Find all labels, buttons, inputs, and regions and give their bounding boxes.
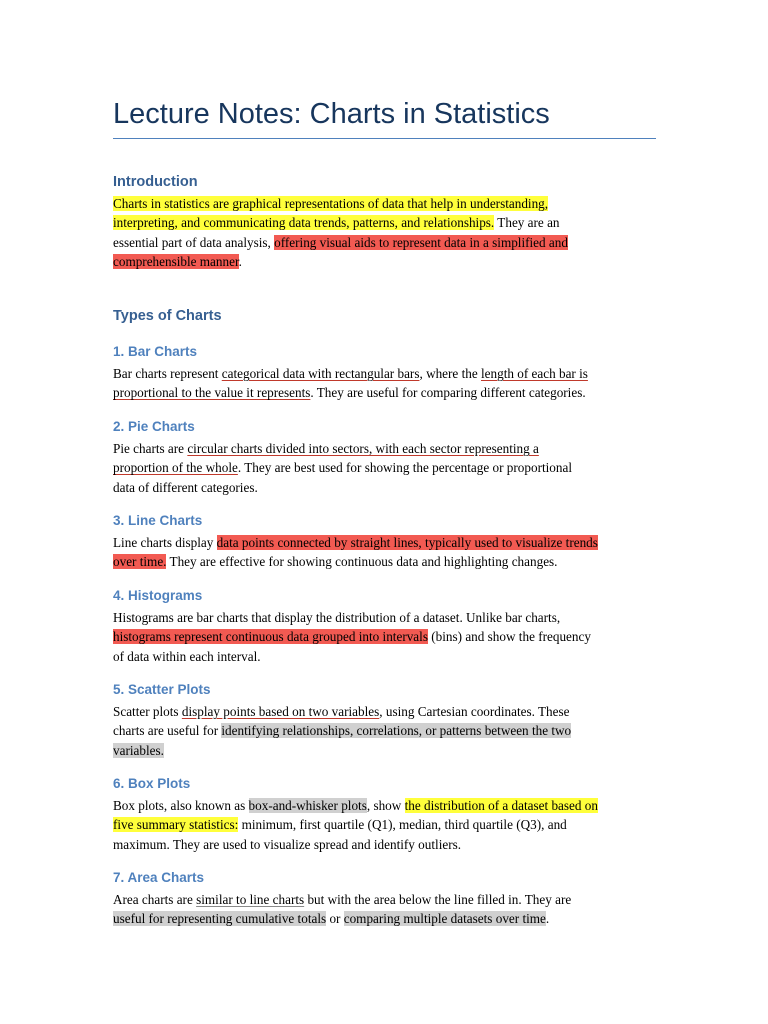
annotated-text-hl-gray: comparing multiple datasets over time [343,911,546,927]
text-run: , show [366,798,405,813]
title-divider [113,138,656,139]
text-run: (bins) and show the frequency [427,629,591,645]
text-line [113,439,673,458]
text-run: Line charts display [113,535,217,550]
text-run: Scatter plots [113,704,182,719]
annotated-text-hl-gray: useful for representing cumulative totals [113,911,327,927]
text-line [113,909,673,928]
text-line [113,721,673,740]
annotated-text-hl-red: comprehensible manner [113,254,239,270]
section-paragraph-box-plots [113,796,673,854]
text-line [113,796,673,815]
text-line [113,627,673,646]
annotated-text-hl-yellow: Charts in statistics are graphical representations of data that help in understanding, [113,196,549,211]
text-line [113,478,673,497]
types-of-charts-heading: Types of Charts [113,308,222,324]
text-run: . [238,254,242,270]
text-run: They are effective for showing continuous data and highlighting changes. [166,554,558,570]
annotated-text-hl-gray: box-and-whisker plots [248,798,367,813]
section-heading-box-plots: 6. Box Plots [113,776,191,791]
text-line [113,608,673,627]
text-run: Area charts are [113,892,197,907]
text-line [113,194,673,213]
text-run: . [545,911,550,927]
text-line [113,458,673,477]
section-paragraph-bar-charts [113,364,673,403]
text-run: Pie charts are [113,441,188,456]
annotated-text-hl-gray: identifying relationships, correlations, or patterns between the two [221,723,572,739]
text-run: charts are useful for [113,723,222,739]
text-run: , where the [419,366,481,381]
annotated-text-ul-red: proportion of the whole [113,460,238,476]
annotated-text-hl-yellow: five summary statistics: [113,817,239,833]
annotated-text-ul-red: length of each bar is [480,366,588,381]
section-heading-histograms: 4. Histograms [113,588,203,603]
text-run: of data within each interval. [113,648,261,664]
text-run: or [326,911,344,927]
text-run: but with the area below the line filled in. They are [304,892,572,907]
text-run: minimum, first quartile (Q1), median, third quartile (Q3), and [238,817,567,833]
text-run: Histograms are bar charts that display the distribution of a dataset. Unlike bar charts, [113,610,561,625]
annotated-text-hl-red: histograms represent continuous data grouped into intervals [113,629,428,645]
annotated-text-hl-red: offering visual aids to represent data in a simplified and [274,234,568,250]
section-paragraph-pie-charts [113,439,673,497]
text-line [113,702,673,721]
section-paragraph-line-charts [113,533,673,572]
text-line [113,741,673,760]
text-run: maximum. They are used to visualize spread and identify outliers. [113,836,462,852]
section-heading-scatter-plots: 5. Scatter Plots [113,682,211,697]
text-run: Bar charts represent [113,366,222,381]
annotated-text-ul-red: display points based on two variables [181,704,380,719]
annotated-text-ul-red: circular charts divided into sectors, with each sector representing a [187,441,539,456]
annotated-text-hl-yellow: interpreting, and communicating data trends, patterns, and relationships. [113,215,495,231]
text-run: They are an [494,215,560,231]
text-line [113,252,673,271]
section-heading-line-charts: 3. Line Charts [113,513,203,528]
text-line [113,890,673,909]
text-line [113,383,673,402]
annotated-text-hl-gray: variables. [113,742,164,758]
text-run: data of different categories. [113,479,258,495]
annotated-text-ul-red: proportional to the value it represents [113,385,311,401]
section-heading-pie-charts: 2. Pie Charts [113,419,195,434]
section-heading-area-charts: 7. Area Charts [113,870,205,885]
text-run: Box plots, also known as [113,798,249,813]
text-line [113,815,673,834]
text-line [113,233,673,252]
annotated-text-ul-red: categorical data with rectangular bars [221,366,420,381]
section-heading-bar-charts: 1. Bar Charts [113,344,198,359]
text-run: . They are best used for showing the percentage or proportional [237,460,572,476]
introduction-paragraph [113,194,673,272]
annotated-text-hl-yellow: the distribution of a dataset based on [404,798,598,813]
document-title: Lecture Notes: Charts in Statistics [113,98,550,130]
text-line [113,835,673,854]
text-line [113,213,673,232]
introduction-heading: Introduction [113,174,198,190]
text-run: , using Cartesian coordinates. These [379,704,570,719]
text-line [113,552,673,571]
section-paragraph-histograms [113,608,673,666]
text-run: . They are useful for comparing different categories. [310,385,586,401]
text-line [113,647,673,666]
annotated-text-hl-red: data points connected by straight lines, typically used to visualize trends [216,535,598,550]
text-run: essential part of data analysis, [113,234,275,250]
annotated-text-ul-gray: similar to line charts [196,892,305,907]
section-paragraph-scatter-plots [113,702,673,760]
section-paragraph-area-charts [113,890,673,929]
annotated-text-hl-red: over time. [113,554,167,570]
text-line [113,533,673,552]
text-line [113,364,673,383]
